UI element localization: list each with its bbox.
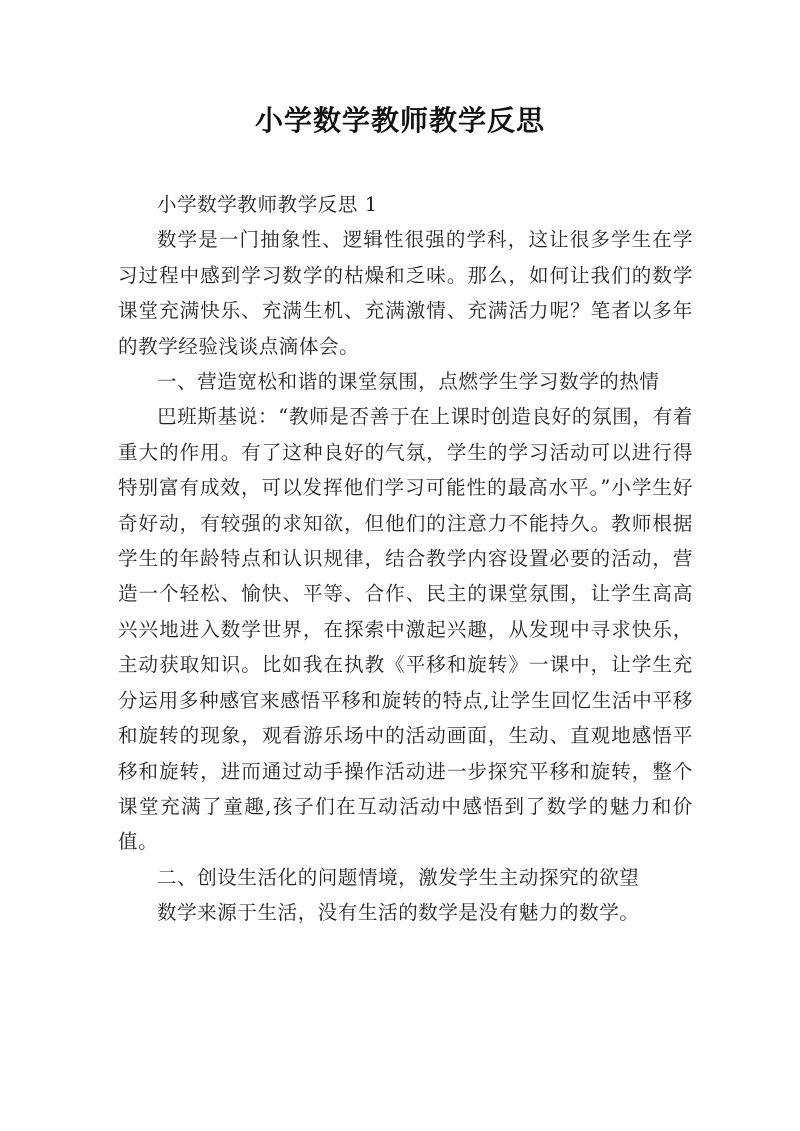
document-title: 小学数学教师教学反思: [254, 104, 545, 137]
paragraph: 数学是一门抽象性、逻辑性很强的学科，这让很多学生在学习过程中感到学习数学的枯燥和乏味。那么，如何让我们的数学课堂充满快乐、充满生机、充满激情、充满活力呢？笔者以多年的教学经验浅谈点滴体会。: [118, 228, 693, 358]
paragraph: 数学来源于生活，没有生活的数学是没有魅力的数学。: [157, 901, 640, 925]
paragraph: 巴班斯基说：“教师是否善于在上课时创造良好的氛围，有着重大的作用。有了这种良好的气氛，学生的学习活动可以进行得特别富有成效，可以发挥他们学习可能性的最高水平。”小学生好奇好动，有较强的求知欲，但他们的注意力不能持久。教师根据学生的年龄特点和认识规律，结合教学内容设置必要的活动，营造一个轻松、愉快、平等、合作、民主的课堂氛围，让学生高高兴兴地进入数学世界，在探索中激起兴趣，从发现中寻求快乐，主动获取知识。比如我在执教《平移和旋转》一课中，让学生充分运用多种感官来感悟平移和旋转的特点,让学生回忆生活中平移和旋转的现象，观看游乐场中的活动画面，生动、直观地感悟平移和旋转，进而通过动手操作活动进一步探究平移和旋转，整个课堂充满了童趣,孩子们在互动活动中感悟到了数学的魅力和价值。: [118, 405, 693, 854]
document-body: [118, 187, 693, 931]
section-heading: 小学数学教师教学反思 1: [157, 193, 378, 216]
section-heading: 一、营造宽松和谐的课堂氛围，点燃学生学习数学的热情: [157, 370, 660, 394]
section-heading: 二、创设生活化的问题情境，激发学生主动探究的欲望: [157, 865, 640, 889]
